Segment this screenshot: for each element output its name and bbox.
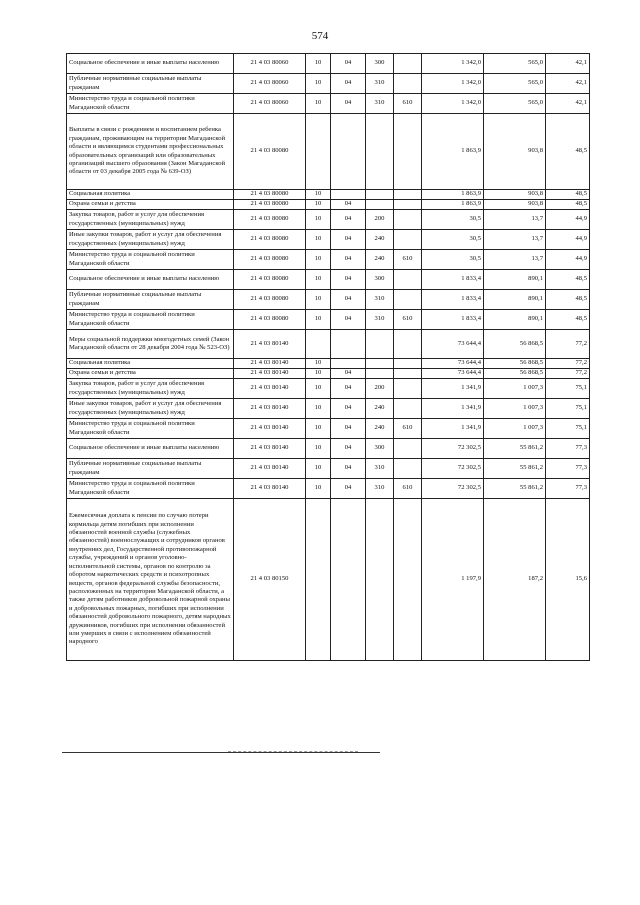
table-row	[67, 439, 590, 459]
row-code: 21 4 03 80080	[234, 250, 306, 270]
row-code: 21 4 03 80080	[234, 210, 306, 230]
row-section	[306, 114, 331, 190]
table-row	[67, 330, 590, 359]
row-department	[394, 270, 422, 290]
row-expense-kind: 240	[366, 250, 394, 270]
row-code: 21 4 03 80140	[234, 419, 306, 439]
row-name: Охрана семьи и детства	[67, 200, 234, 210]
table-row	[67, 94, 590, 114]
row-subsection	[331, 190, 366, 200]
table-row	[67, 359, 590, 369]
row-code: 21 4 03 80080	[234, 190, 306, 200]
table-row	[67, 250, 590, 270]
row-code: 21 4 03 80080	[234, 270, 306, 290]
row-plan-amount: 1 833,4	[422, 310, 484, 330]
row-expense-kind: 200	[366, 379, 394, 399]
row-expense-kind: 240	[366, 399, 394, 419]
row-subsection: 04	[331, 479, 366, 499]
row-expense-kind: 310	[366, 479, 394, 499]
row-code: 21 4 03 80140	[234, 479, 306, 499]
row-section: 10	[306, 94, 331, 114]
row-plan-amount: 1 342,0	[422, 74, 484, 94]
table-row	[67, 270, 590, 290]
row-expense-kind	[366, 499, 394, 661]
row-department	[394, 200, 422, 210]
row-department	[394, 210, 422, 230]
row-subsection: 04	[331, 200, 366, 210]
row-subsection: 04	[331, 419, 366, 439]
row-name: Охрана семьи и детства	[67, 369, 234, 379]
row-expense-kind	[366, 190, 394, 200]
row-name: Министерство труда и социальной политики Магаданской области	[67, 479, 234, 499]
row-plan-amount: 30,5	[422, 250, 484, 270]
row-plan-amount: 1 863,9	[422, 200, 484, 210]
row-expense-kind: 310	[366, 290, 394, 310]
row-department	[394, 379, 422, 399]
row-executed-amount: 890,1	[484, 310, 546, 330]
row-expense-kind	[366, 369, 394, 379]
table-row	[67, 479, 590, 499]
row-executed-amount: 56 868,5	[484, 330, 546, 359]
row-subsection	[331, 499, 366, 661]
row-executed-amount: 903,8	[484, 200, 546, 210]
row-name: Министерство труда и социальной политики Магаданской области	[67, 250, 234, 270]
row-plan-amount: 1 341,9	[422, 399, 484, 419]
row-name: Министерство труда и социальной политики Магаданской области	[67, 419, 234, 439]
row-plan-amount: 30,5	[422, 230, 484, 250]
row-department	[394, 290, 422, 310]
row-subsection	[331, 114, 366, 190]
row-executed-amount: 890,1	[484, 270, 546, 290]
row-execution-percent: 48,5	[546, 270, 590, 290]
row-expense-kind: 240	[366, 230, 394, 250]
row-subsection: 04	[331, 54, 366, 74]
row-plan-amount: 73 644,4	[422, 369, 484, 379]
row-section: 10	[306, 369, 331, 379]
table-row	[67, 74, 590, 94]
row-expense-kind: 310	[366, 74, 394, 94]
row-executed-amount: 56 868,5	[484, 369, 546, 379]
row-section: 10	[306, 270, 331, 290]
row-section: 10	[306, 230, 331, 250]
row-name: Закупка товаров, работ и услуг для обеспечения государственных (муниципальных) нужд	[67, 379, 234, 399]
row-name: Министерство труда и социальной политики Магаданской области	[67, 310, 234, 330]
row-code: 21 4 03 80080	[234, 114, 306, 190]
row-name: Иные закупки товаров, работ и услуг для обеспечения государственных (муниципальных) нужд	[67, 399, 234, 419]
row-department	[394, 459, 422, 479]
row-subsection: 04	[331, 94, 366, 114]
table-row	[67, 419, 590, 439]
row-execution-percent: 48,5	[546, 200, 590, 210]
row-execution-percent: 44,9	[546, 250, 590, 270]
row-code: 21 4 03 80140	[234, 459, 306, 479]
row-expense-kind	[366, 330, 394, 359]
row-executed-amount: 903,8	[484, 190, 546, 200]
row-department	[394, 499, 422, 661]
row-execution-percent: 77,2	[546, 369, 590, 379]
row-section: 10	[306, 459, 331, 479]
row-subsection: 04	[331, 379, 366, 399]
row-plan-amount: 73 644,4	[422, 359, 484, 369]
row-expense-kind: 300	[366, 54, 394, 74]
row-department	[394, 190, 422, 200]
row-name: Публичные нормативные социальные выплаты гражданам	[67, 459, 234, 479]
row-subsection: 04	[331, 74, 366, 94]
row-code: 21 4 03 80140	[234, 330, 306, 359]
row-execution-percent: 44,9	[546, 210, 590, 230]
row-department: 610	[394, 479, 422, 499]
table-row	[67, 54, 590, 74]
row-executed-amount: 13,7	[484, 210, 546, 230]
bottom-rule-faint	[228, 751, 358, 752]
row-code: 21 4 03 80080	[234, 230, 306, 250]
row-expense-kind: 300	[366, 270, 394, 290]
row-execution-percent: 77,2	[546, 330, 590, 359]
row-execution-percent: 77,3	[546, 479, 590, 499]
row-executed-amount: 13,7	[484, 250, 546, 270]
row-executed-amount: 1 007,3	[484, 419, 546, 439]
row-name: Министерство труда и социальной политики Магаданской области	[67, 94, 234, 114]
row-execution-percent: 42,1	[546, 54, 590, 74]
row-subsection: 04	[331, 290, 366, 310]
row-execution-percent: 15,6	[546, 499, 590, 661]
row-execution-percent: 48,5	[546, 310, 590, 330]
row-subsection: 04	[331, 230, 366, 250]
row-department	[394, 359, 422, 369]
row-section: 10	[306, 54, 331, 74]
row-name: Социальная политика	[67, 359, 234, 369]
row-expense-kind: 200	[366, 210, 394, 230]
row-code: 21 4 03 80080	[234, 200, 306, 210]
row-execution-percent: 42,1	[546, 74, 590, 94]
row-execution-percent: 75,1	[546, 399, 590, 419]
table-row	[67, 230, 590, 250]
row-expense-kind: 310	[366, 459, 394, 479]
table-row	[67, 310, 590, 330]
row-code: 21 4 03 80140	[234, 369, 306, 379]
row-subsection	[331, 359, 366, 369]
row-expense-kind	[366, 114, 394, 190]
row-section: 10	[306, 200, 331, 210]
table-row	[67, 459, 590, 479]
row-plan-amount: 72 302,5	[422, 479, 484, 499]
row-name: Выплаты в связи с рождением и воспитанием ребенка гражданам, проживающим на территории Магаданской области и являющимся студентами профессиональных образовательных организаций или образовательных организаций высшего образования (Закон Магаданской области от 03 декабря 2005 года № 639-ОЗ)	[67, 114, 234, 190]
row-section: 10	[306, 74, 331, 94]
row-subsection: 04	[331, 250, 366, 270]
row-executed-amount: 565,0	[484, 94, 546, 114]
row-section: 10	[306, 210, 331, 230]
row-name: Публичные нормативные социальные выплаты гражданам	[67, 74, 234, 94]
row-execution-percent: 77,3	[546, 459, 590, 479]
row-subsection	[331, 330, 366, 359]
row-section	[306, 330, 331, 359]
table-row	[67, 200, 590, 210]
row-department	[394, 230, 422, 250]
row-expense-kind	[366, 359, 394, 369]
row-section: 10	[306, 250, 331, 270]
row-execution-percent: 77,2	[546, 359, 590, 369]
table-row	[67, 114, 590, 190]
row-code: 21 4 03 80140	[234, 439, 306, 459]
row-executed-amount: 56 868,5	[484, 359, 546, 369]
row-code: 21 4 03 80060	[234, 94, 306, 114]
row-subsection: 04	[331, 399, 366, 419]
row-department: 610	[394, 94, 422, 114]
row-execution-percent: 77,3	[546, 439, 590, 459]
row-expense-kind: 300	[366, 439, 394, 459]
row-expense-kind	[366, 200, 394, 210]
row-plan-amount: 1 341,9	[422, 419, 484, 439]
row-executed-amount: 1 007,3	[484, 399, 546, 419]
row-department	[394, 114, 422, 190]
row-execution-percent: 75,1	[546, 379, 590, 399]
row-code: 21 4 03 80080	[234, 290, 306, 310]
page-number: 574	[311, 30, 329, 42]
table-row	[67, 210, 590, 230]
row-subsection: 04	[331, 439, 366, 459]
row-section: 10	[306, 399, 331, 419]
table-row	[67, 399, 590, 419]
row-section: 10	[306, 190, 331, 200]
row-plan-amount: 72 302,5	[422, 459, 484, 479]
row-executed-amount: 13,7	[484, 230, 546, 250]
row-expense-kind: 310	[366, 310, 394, 330]
row-name: Меры социальной поддержки многодетных семей (Закон Магаданской области от 28 декабря 2004 года № 523-ОЗ)	[67, 330, 234, 359]
row-execution-percent: 75,1	[546, 419, 590, 439]
table-row	[67, 190, 590, 200]
row-section: 10	[306, 439, 331, 459]
row-code: 21 4 03 80060	[234, 74, 306, 94]
table-row	[67, 290, 590, 310]
row-department	[394, 74, 422, 94]
row-executed-amount: 55 861,2	[484, 479, 546, 499]
row-department: 610	[394, 250, 422, 270]
row-executed-amount: 903,8	[484, 114, 546, 190]
row-name: Социальное обеспечение и иные выплаты населению	[67, 270, 234, 290]
row-section: 10	[306, 479, 331, 499]
row-department	[394, 399, 422, 419]
row-executed-amount: 187,2	[484, 499, 546, 661]
budget-table	[66, 53, 590, 661]
row-code: 21 4 03 80150	[234, 499, 306, 661]
row-plan-amount: 72 302,5	[422, 439, 484, 459]
row-code: 21 4 03 80140	[234, 359, 306, 369]
row-plan-amount: 1 833,4	[422, 270, 484, 290]
row-plan-amount: 1 341,9	[422, 379, 484, 399]
row-execution-percent: 48,5	[546, 290, 590, 310]
row-department	[394, 330, 422, 359]
row-subsection: 04	[331, 310, 366, 330]
row-name: Иные закупки товаров, работ и услуг для обеспечения государственных (муниципальных) нужд	[67, 230, 234, 250]
row-section: 10	[306, 310, 331, 330]
bottom-rule	[62, 752, 380, 753]
row-department	[394, 439, 422, 459]
row-executed-amount: 1 007,3	[484, 379, 546, 399]
row-section: 10	[306, 379, 331, 399]
row-plan-amount: 1 863,9	[422, 190, 484, 200]
row-subsection: 04	[331, 270, 366, 290]
row-executed-amount: 565,0	[484, 54, 546, 74]
row-plan-amount: 30,5	[422, 210, 484, 230]
row-execution-percent: 48,5	[546, 190, 590, 200]
row-subsection: 04	[331, 459, 366, 479]
row-department: 610	[394, 310, 422, 330]
row-section: 10	[306, 359, 331, 369]
row-department: 610	[394, 419, 422, 439]
row-department	[394, 54, 422, 74]
row-name: Социальное обеспечение и иные выплаты населению	[67, 439, 234, 459]
row-code: 21 4 03 80140	[234, 399, 306, 419]
row-section: 10	[306, 290, 331, 310]
row-name: Социальное обеспечение и иные выплаты населению	[67, 54, 234, 74]
row-execution-percent: 42,1	[546, 94, 590, 114]
row-executed-amount: 565,0	[484, 74, 546, 94]
row-executed-amount: 890,1	[484, 290, 546, 310]
row-code: 21 4 03 80080	[234, 310, 306, 330]
row-code: 21 4 03 80140	[234, 379, 306, 399]
row-department	[394, 369, 422, 379]
row-name: Закупка товаров, работ и услуг для обеспечения государственных (муниципальных) нужд	[67, 210, 234, 230]
row-name: Социальная политика	[67, 190, 234, 200]
row-subsection: 04	[331, 369, 366, 379]
row-name: Ежемесячная доплата к пенсии по случаю потери кормильца детям погибших при исполнении обязанностей военной службы (служебных обязанностей) военнослужащих и сотрудников органов внутренних дел, Государственной противопожарной службы, учреждений и органов уголовно-исполнительной системы, органов по контролю за оборотом наркотических средств и психотропных веществ, органов федеральной службы безопасности, расположенных на территории Магаданской области, а также детям работников добровольной пожарной охраны и добровольных пожарных, погибших при исполнении обязанностей добровольного пожарного, детям народных дружинников, погибших при исполнении обязанностей или умерших в связи с исполнением обязанностей народного	[67, 499, 234, 661]
row-execution-percent: 48,5	[546, 114, 590, 190]
row-code: 21 4 03 80060	[234, 54, 306, 74]
row-execution-percent: 44,9	[546, 230, 590, 250]
row-executed-amount: 55 861,2	[484, 459, 546, 479]
row-plan-amount: 1 197,9	[422, 499, 484, 661]
row-plan-amount: 1 833,4	[422, 290, 484, 310]
row-subsection: 04	[331, 210, 366, 230]
row-section: 10	[306, 419, 331, 439]
table-row	[67, 499, 590, 661]
row-plan-amount: 73 644,4	[422, 330, 484, 359]
row-plan-amount: 1 342,0	[422, 54, 484, 74]
row-plan-amount: 1 863,9	[422, 114, 484, 190]
table-row	[67, 379, 590, 399]
row-expense-kind: 310	[366, 94, 394, 114]
row-section	[306, 499, 331, 661]
table-row	[67, 369, 590, 379]
row-expense-kind: 240	[366, 419, 394, 439]
row-name: Публичные нормативные социальные выплаты гражданам	[67, 290, 234, 310]
row-executed-amount: 55 861,2	[484, 439, 546, 459]
row-plan-amount: 1 342,0	[422, 94, 484, 114]
